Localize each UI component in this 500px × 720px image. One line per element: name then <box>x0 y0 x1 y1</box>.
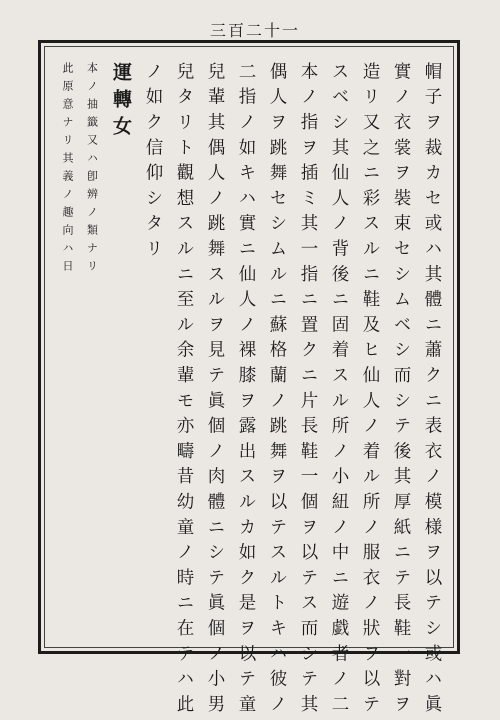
text-column: 帽子ヲ裁カセ或ハ其體ニ蕭クニ表衣ノ模様ヲ以テシ或ハ眞 <box>422 62 442 720</box>
text-column: 二指ノ如キハ實ニ仙人ノ裸膝ヲ露出スルカ如ク是ヲ以テ童 <box>236 62 256 720</box>
text-column: 本ノ指ヲ插ミ其一指ニ置クニ片長鞋一個ヲ以テス而シテ其 <box>298 62 318 720</box>
text-column: 偶人ヲ跳舞セシムルニ蘇格蘭ノ跳舞ヲ以テスルトキハ彼ノ <box>267 62 287 720</box>
text-column: 兒輩其偶人ノ跳舞スルヲ見テ眞個ノ肉體ニシテ眞個ノ小男 <box>205 62 225 720</box>
section-heading: 運轉女 <box>110 62 132 143</box>
annotation-column: 此原意ナリ其義ノ趣向ハ日 <box>61 62 74 278</box>
text-column: 兒タリト觀想スルニ至ル余輩モ亦疇昔幼童ノ時ニ在テハ此 <box>174 62 194 720</box>
text-column: 造リ又之ニ彩スルニ鞋及ヒ仙人ノ着ル所ノ服衣ノ狀ヲ以テ <box>360 62 380 720</box>
annotation-column: 本ノ抽籤又ハ卽辨ノ類ナリ <box>85 62 99 278</box>
text-column: 實ノ衣裳ヲ裝束セシムベシ而シテ後其厚紙ニテ長鞋一對ヲ <box>391 62 411 720</box>
vertical-text-body <box>52 52 448 720</box>
page-number: 三百二十一 <box>210 21 301 40</box>
text-column: ノ如ク信仰シタリ <box>143 62 163 265</box>
text-column: スベシ其仙人ノ背後ニ固着スル所ノ小紐ノ中ニ遊戯者ノ二 <box>329 62 349 720</box>
